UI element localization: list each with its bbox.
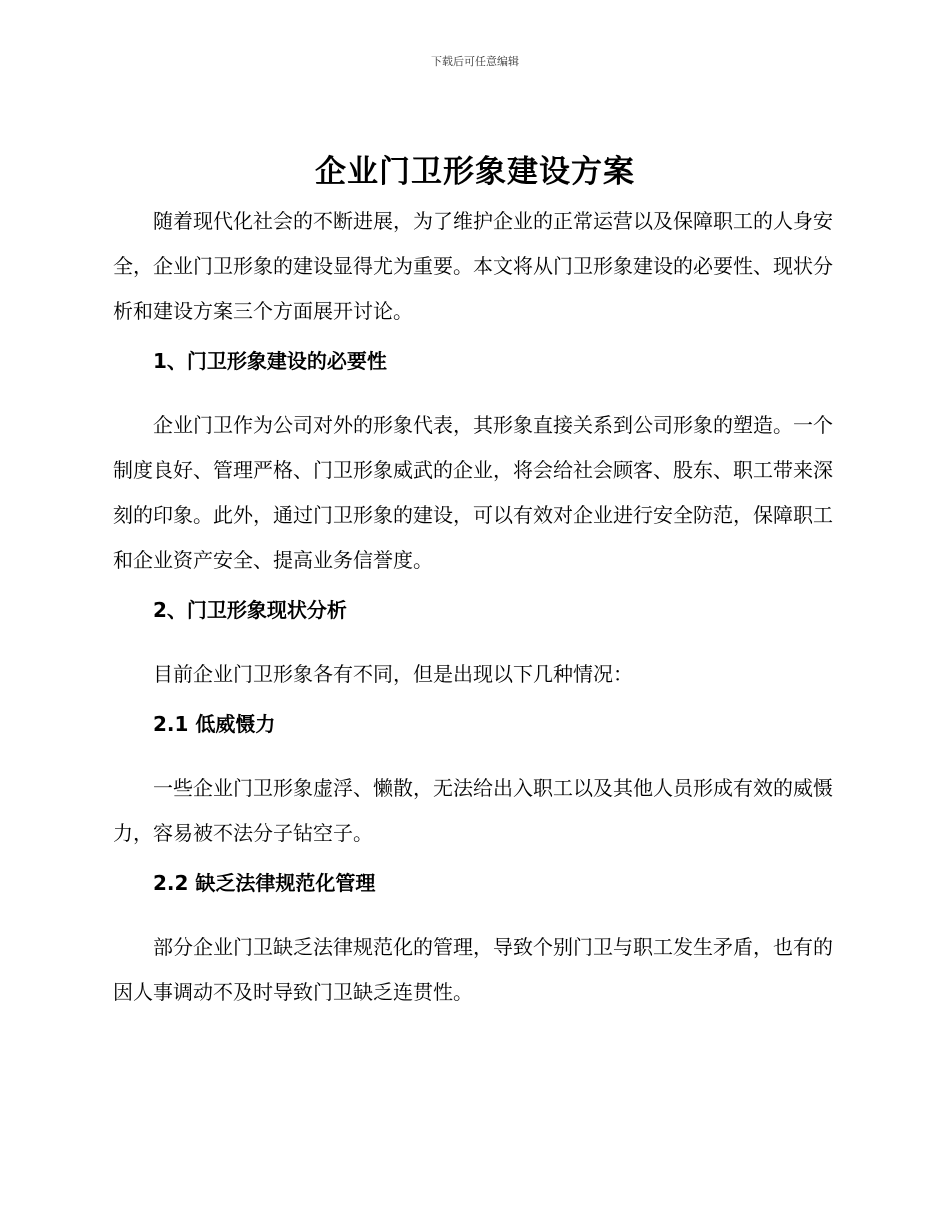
subsection-heading-legal-management: 2.2 缺乏法律规范化管理 — [153, 871, 376, 895]
paragraph-status: 目前企业门卫形象各有不同，但是出现以下几种情况： — [153, 662, 633, 686]
document-title: 企业门卫形象建设方案 — [315, 154, 635, 190]
section-heading-necessity: 1、门卫形象建设的必要性 — [153, 349, 387, 373]
paragraph-intro: 随着现代化社会的不断进展，为了维护企业的正常运营以及保障职工的人身安全，企业门卫形象的建设显得尤为重要。本文将从门卫形象建设的必要性、现状分析和建设方案三个方面展开讨论。 — [113, 209, 833, 323]
paragraph-legal-management: 部分企业门卫缺乏法律规范化的管理，导致个别门卫与职工发生矛盾，也有的因人事调动不及时导致门卫缺乏连贯性。 — [113, 935, 833, 1004]
paragraph-low-deterrence: 一些企业门卫形象虚浮、懒散，无法给出入职工以及其他人员形成有效的威慑力，容易被不法分子钻空子。 — [113, 776, 833, 845]
section-heading-status: 2、门卫形象现状分析 — [153, 598, 347, 622]
document-body — [113, 199, 833, 1027]
page-header-note: 下载后可任意编辑 — [431, 55, 519, 68]
subsection-heading-low-deterrence: 2.1 低威慑力 — [153, 712, 276, 736]
paragraph-necessity: 企业门卫作为公司对外的形象代表，其形象直接关系到公司形象的塑造。一个制度良好、管理严格、门卫形象威武的企业，将会给社会顾客、股东、职工带来深刻的印象。此外，通过门卫形象的建设，可以有效对企业进行安全防范，保障职工和企业资产安全、提高业务信誉度。 — [113, 413, 833, 572]
